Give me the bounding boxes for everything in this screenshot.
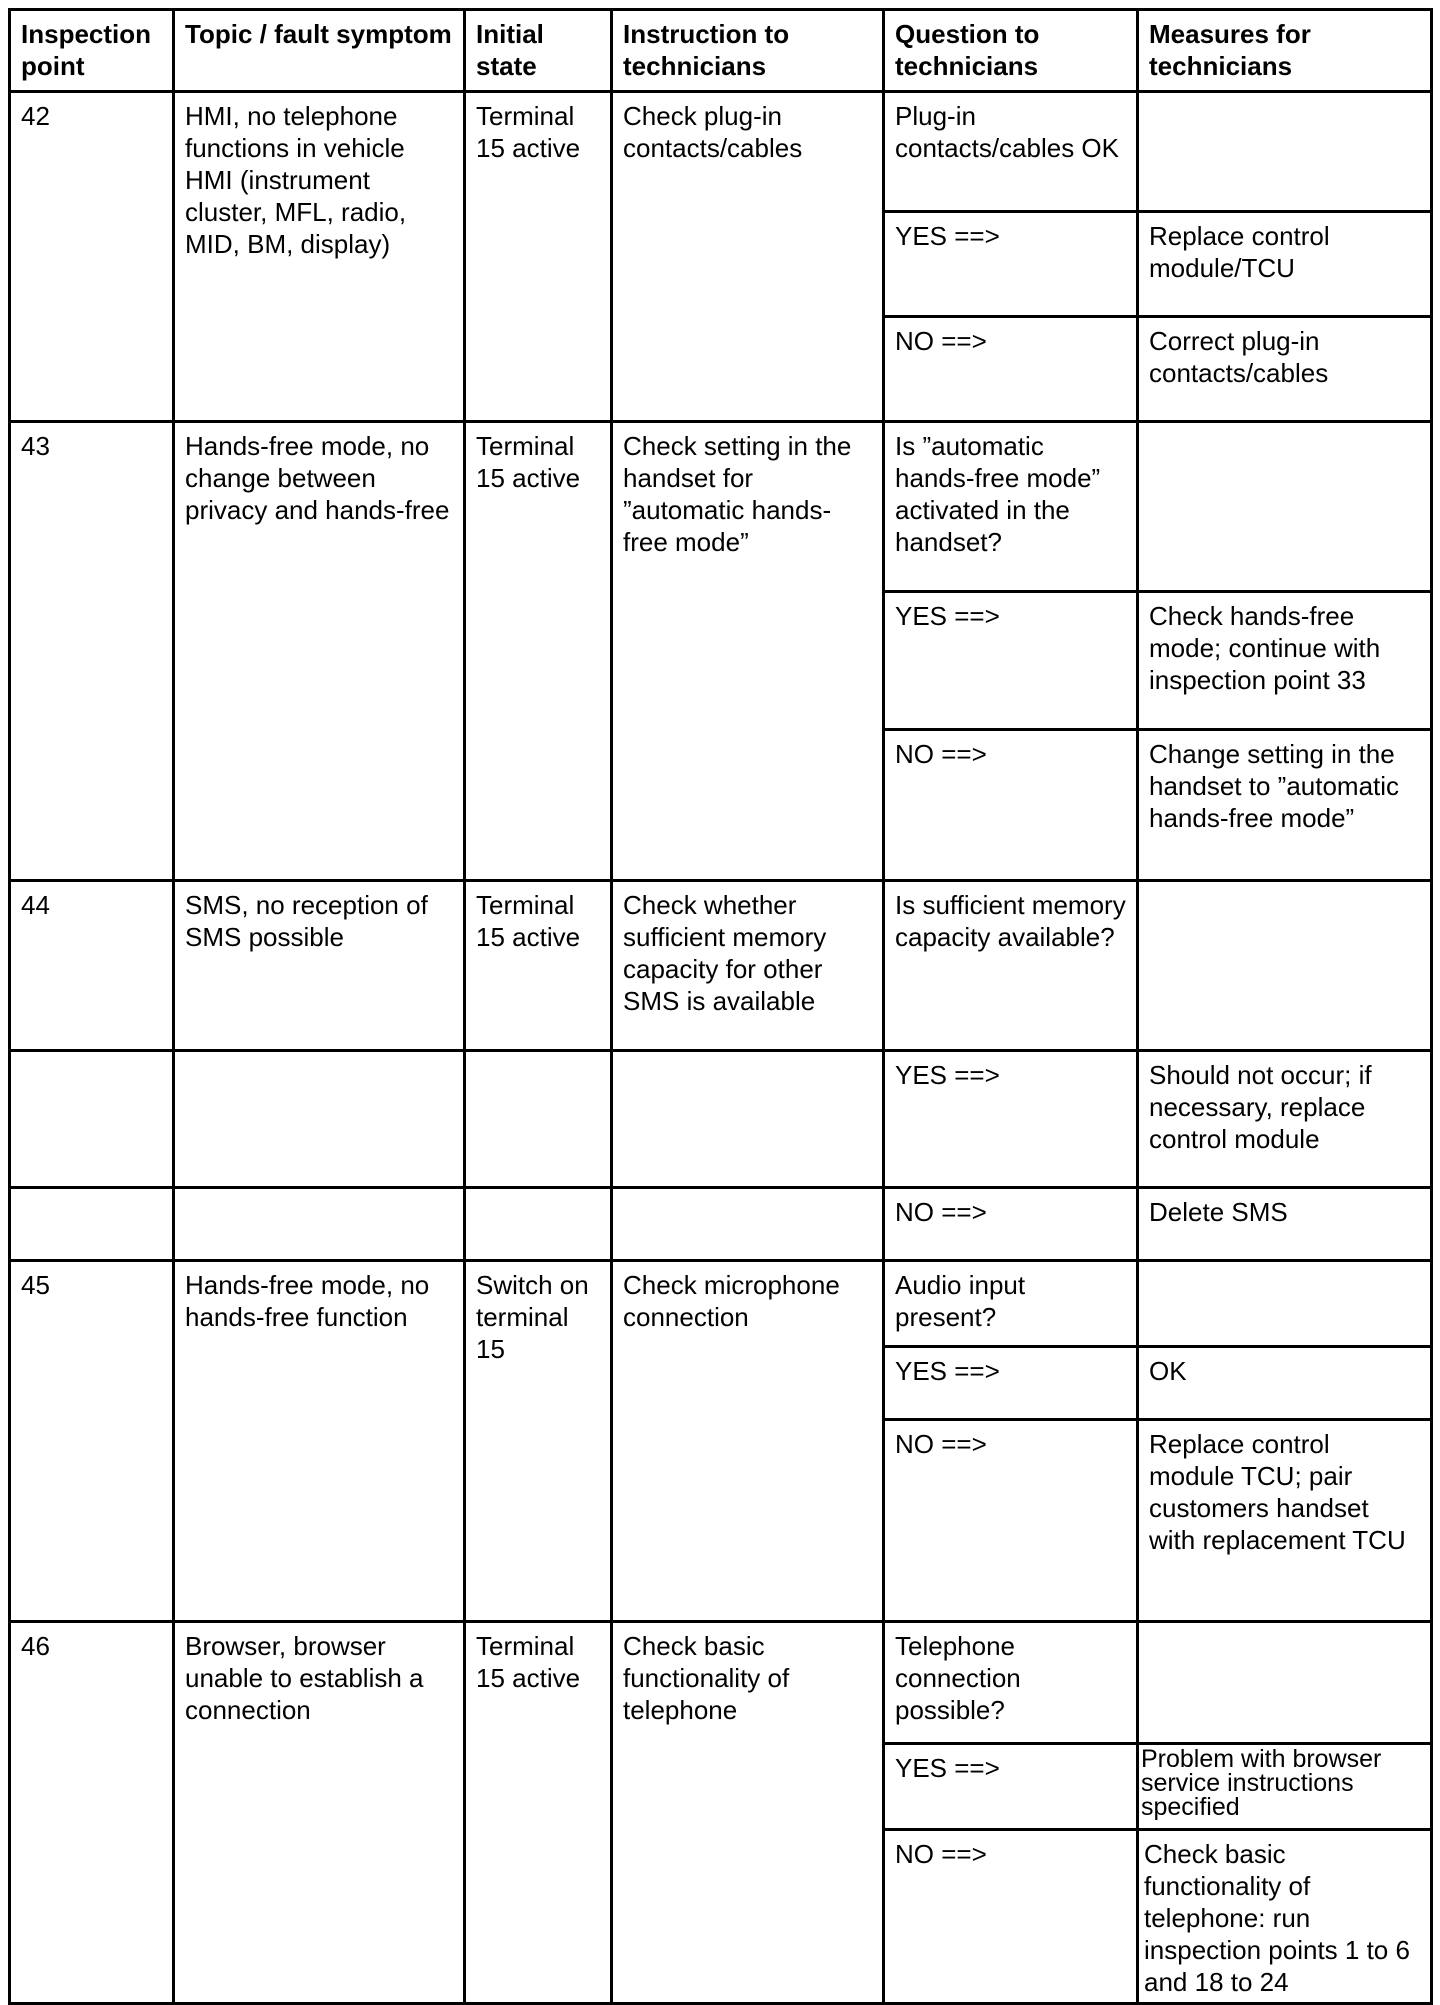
header-topic: Topic / fault symptom <box>174 10 465 92</box>
empty-cell <box>10 1188 174 1261</box>
initial-state-cell: Terminal 15 active <box>465 92 612 422</box>
initial-state-cell: Switch on terminal 15 <box>465 1261 612 1622</box>
inspection-point-cell: 46 <box>10 1622 174 2004</box>
no-answer-cell: NO ==> <box>884 1188 1138 1261</box>
yes-answer-cell: YES ==> <box>884 1347 1138 1420</box>
table-row <box>10 92 1432 212</box>
question-cell: Is ”automatic hands-free mode” activated in the handset? <box>884 422 1138 592</box>
measure-cell <box>1138 1261 1432 1347</box>
no-measure-cell: Replace control module TCU; pair customers handset with replacement TCU <box>1138 1420 1432 1622</box>
no-measure-cell: Change setting in the handset to ”automatic hands-free mode” <box>1138 730 1432 881</box>
question-cell: Plug-in contacts/cables OK <box>884 92 1138 212</box>
inspection-point-cell: 42 <box>10 92 174 422</box>
no-measure-cell: Delete SMS <box>1138 1188 1432 1261</box>
measure-cell <box>1138 1622 1432 1744</box>
yes-measure-cell: Check hands-free mode; continue with inspection point 33 <box>1138 592 1432 730</box>
instruction-text: Check basic functionality of telephone <box>623 1631 790 1725</box>
table-row <box>10 1261 1432 1347</box>
yes-answer-cell: YES ==> <box>884 592 1138 730</box>
measure-cell <box>1138 422 1432 592</box>
question-cell: Is sufficient memory capacity available? <box>884 881 1138 1051</box>
inspection-point-cell: 44 <box>10 881 174 1051</box>
no-answer-cell: NO ==> <box>884 1420 1138 1622</box>
question-cell: Audio input present? <box>884 1261 1138 1347</box>
inspection-point-cell: 45 <box>10 1261 174 1622</box>
no-measure-cell: Correct plug-in contacts/cables <box>1138 317 1432 422</box>
yes-measure-cell: OK <box>1138 1347 1432 1420</box>
yes-answer-cell: YES ==> <box>884 212 1138 317</box>
topic-cell: HMI, no telephone functions in vehicle HMI (instrument cluster, MFL, radio, MID, BM, display) <box>174 92 465 422</box>
no-answer-cell: NO ==> <box>884 730 1138 881</box>
header-question: Question to technicians <box>884 10 1138 92</box>
topic-cell: SMS, no reception of SMS possible <box>174 881 465 1051</box>
instruction-cell: Check plug-in contacts/cables <box>612 92 884 422</box>
header-inspection-point: Inspection point <box>10 10 174 92</box>
table-row <box>10 1051 1432 1188</box>
header-initial-state: Initial state <box>465 10 612 92</box>
instruction-cell: Check whether sufficient memory capacity for other SMS is available <box>612 881 884 1051</box>
inspection-table <box>8 8 1433 2005</box>
header-measures: Measures for technicians <box>1138 10 1432 92</box>
yes-measure-cell: Replace control module/TCU <box>1138 212 1432 317</box>
table-row <box>10 881 1432 1051</box>
empty-cell <box>10 1051 174 1188</box>
no-answer-cell: NO ==> <box>884 1830 1138 2004</box>
topic-cell: Hands-free mode, no change between privacy and hands-free <box>174 422 465 881</box>
table-row <box>10 1622 1432 1744</box>
empty-cell <box>174 1051 465 1188</box>
inspection-point-cell: 43 <box>10 422 174 881</box>
yes-answer-cell: YES ==> <box>884 1744 1138 1830</box>
empty-cell <box>174 1188 465 1261</box>
header-instruction: Instruction to technicians <box>612 10 884 92</box>
no-answer-cell: NO ==> <box>884 317 1138 422</box>
initial-state-cell: Terminal 15 active <box>465 1622 612 2004</box>
initial-state-cell: Terminal 15 active <box>465 422 612 881</box>
header-row <box>10 10 1432 92</box>
question-cell: Telephone connection possible? <box>884 1622 1138 1744</box>
no-measure-cell: Check basic functionality of telephone: run inspection points 1 to 6 and 18 to 24 <box>1138 1830 1432 2004</box>
table-row <box>10 422 1432 592</box>
measure-cell <box>1138 92 1432 212</box>
yes-measure-cell: Should not occur; if necessary, replace control module <box>1138 1051 1432 1188</box>
initial-state-cell: Terminal 15 active <box>465 881 612 1051</box>
empty-cell <box>465 1051 612 1188</box>
topic-cell: Hands-free mode, no hands-free function <box>174 1261 465 1622</box>
instruction-cell: Check microphone connection <box>612 1261 884 1622</box>
table-row <box>10 1188 1432 1261</box>
empty-cell <box>612 1051 884 1188</box>
yes-answer-cell: YES ==> <box>884 1051 1138 1188</box>
topic-cell: Browser, browser unable to establish a connection <box>174 1622 465 2004</box>
empty-cell <box>612 1188 884 1261</box>
yes-measure-cell: Problem with browser service instructions specified <box>1138 1744 1432 1830</box>
instruction-cell: Check setting in the handset for ”automatic hands-free mode” <box>612 422 884 881</box>
measure-cell <box>1138 881 1432 1051</box>
instruction-cell <box>612 1622 884 2004</box>
empty-cell <box>465 1188 612 1261</box>
